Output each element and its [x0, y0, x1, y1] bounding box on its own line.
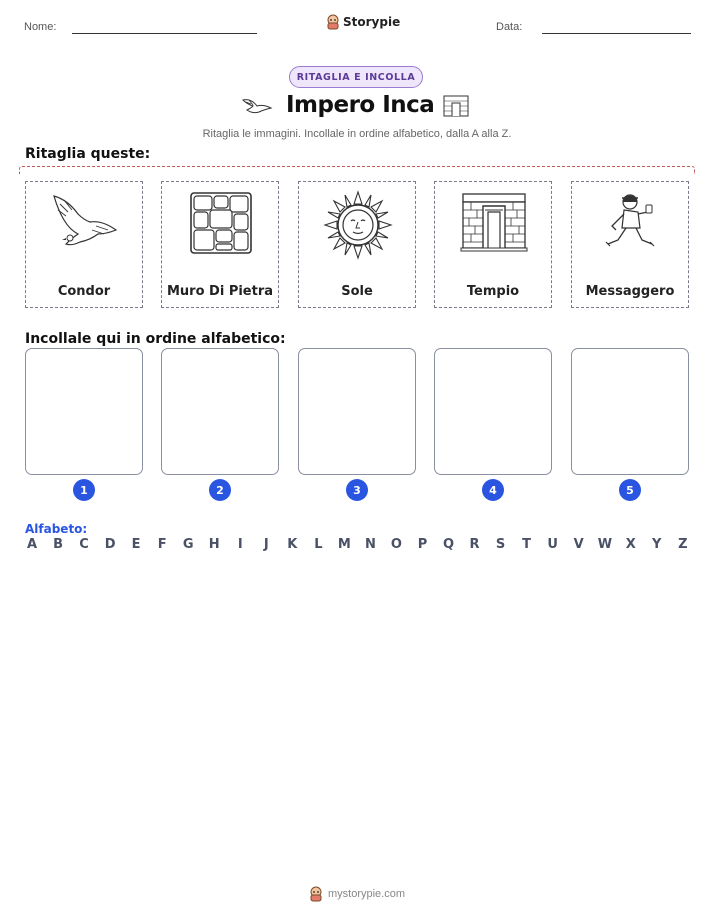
- alphabet-row: [25, 537, 690, 552]
- date-line[interactable]: [542, 33, 691, 34]
- alphabet-letter: F: [157, 537, 167, 552]
- paste-box-5[interactable]: [571, 348, 689, 475]
- alphabet-letter: B: [53, 537, 63, 552]
- alphabet-letter: W: [597, 537, 613, 552]
- paste-section-heading: Incollale qui in ordine alfabetico:: [25, 331, 286, 347]
- temple-icon: [459, 190, 529, 252]
- paste-box-3[interactable]: [298, 348, 416, 475]
- temple-small-icon: [442, 94, 470, 118]
- paste-box-2[interactable]: [161, 348, 279, 475]
- number-badge-2: 2: [209, 479, 231, 501]
- alphabet-letter: A: [26, 537, 38, 552]
- card-label: Sole: [341, 284, 373, 299]
- condor-icon: [50, 190, 120, 250]
- cut-card-stone-wall[interactable]: [161, 181, 279, 308]
- brand-name: Storypie: [343, 15, 401, 29]
- storypie-mascot-icon: [326, 14, 340, 30]
- cut-card-messenger[interactable]: [571, 181, 689, 308]
- number-badge-5: 5: [619, 479, 641, 501]
- alphabet-letter: R: [469, 537, 480, 552]
- sun-icon: [323, 190, 393, 260]
- card-label: Messaggero: [585, 284, 675, 299]
- messenger-icon: [596, 190, 666, 256]
- alphabet-letter: M: [337, 537, 351, 552]
- alphabet-letter: C: [79, 537, 89, 552]
- alphabet-letter: U: [547, 537, 558, 552]
- alphabet-letter: O: [390, 537, 402, 552]
- alphabet-letter: K: [287, 537, 298, 552]
- footer-url[interactable]: mystorypie.com: [327, 888, 406, 900]
- alphabet-letter: X: [625, 537, 636, 552]
- alphabet-letter: V: [573, 537, 584, 552]
- storypie-mascot-icon: [309, 886, 323, 902]
- alphabet-letter: J: [263, 537, 269, 552]
- date-label: Data:: [496, 21, 523, 33]
- alphabet-letter: N: [364, 537, 376, 552]
- alphabet-letter: D: [104, 537, 116, 552]
- cut-section-heading: Ritaglia queste:: [25, 146, 151, 162]
- alphabet-letter: I: [237, 537, 243, 552]
- cut-card-condor[interactable]: [25, 181, 143, 308]
- brand-logo: [326, 14, 400, 30]
- paste-box-1[interactable]: [25, 348, 143, 475]
- cut-card-sun[interactable]: [298, 181, 416, 308]
- page-title: Impero Inca: [286, 92, 435, 118]
- alphabet-letter: G: [182, 537, 194, 552]
- paste-box-4[interactable]: [434, 348, 552, 475]
- alphabet-letter: S: [495, 537, 506, 552]
- alphabet-letter: Y: [652, 537, 662, 552]
- alphabet-letter: Q: [442, 537, 455, 552]
- stone-wall-icon: [186, 190, 256, 256]
- alphabet-letter: T: [522, 537, 532, 552]
- number-badge-3: 3: [346, 479, 368, 501]
- alphabet-letter: L: [314, 537, 323, 552]
- cut-line: [19, 166, 695, 174]
- instructions: Ritaglia le immagini. Incollale in ordine alfabetico, dalla A alla Z.: [202, 128, 512, 140]
- alphabet-letter: E: [131, 537, 141, 552]
- cut-card-temple[interactable]: [434, 181, 552, 308]
- footer: [0, 886, 714, 902]
- name-label: Nome:: [24, 21, 57, 33]
- number-badge-4: 4: [482, 479, 504, 501]
- alphabet-title: Alfabeto:: [25, 522, 88, 536]
- card-label: Muro Di Pietra: [166, 284, 274, 299]
- activity-badge: RITAGLIA E INCOLLA: [289, 66, 423, 88]
- card-label: Condor: [57, 284, 111, 299]
- number-badge-1: 1: [73, 479, 95, 501]
- alphabet-letter: Z: [678, 537, 688, 552]
- alphabet-letter: P: [417, 537, 428, 552]
- alphabet-letter: H: [208, 537, 220, 552]
- card-label: Tempio: [466, 284, 520, 299]
- condor-small-icon: [241, 94, 273, 118]
- name-line[interactable]: [72, 33, 257, 34]
